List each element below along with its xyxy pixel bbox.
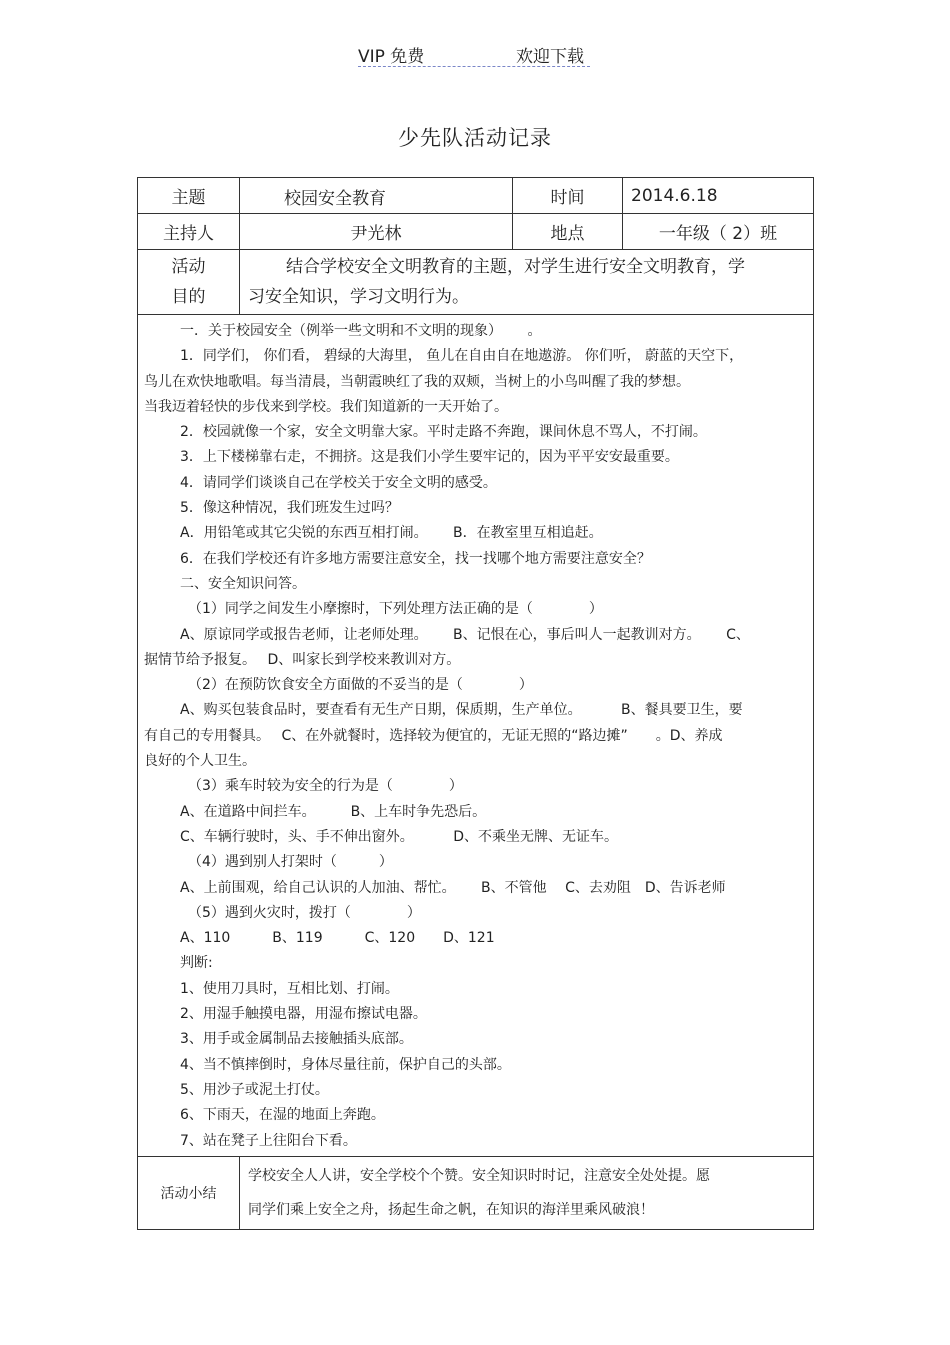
content-line: A、上前围观，给自己认识的人加油、帮忙。 B、不管他 C、去劝阻 D、告诉老师 [180, 879, 726, 896]
content-line: 5、用沙子或泥土打仗。 [180, 1081, 329, 1098]
purpose-label [138, 250, 240, 315]
header-right-text: 欢迎下载 [516, 47, 584, 67]
content-line: 3．上下楼梯靠右走，不拥挤。这是我们小学生要牢记的，因为平平安安最重要。 [180, 449, 679, 466]
content-line: 4．请同学们谈谈自己在学校关于安全文明的感受。 [180, 474, 497, 491]
header-left-text: VIP 免费 [358, 47, 425, 67]
page-header [358, 42, 590, 67]
content-line: 2．校园就像一个家，安全文明靠大家。平时走路不奔跑，课间休息不骂人，不打闹。 [180, 424, 707, 441]
activity-record-table [137, 177, 814, 1230]
content-line: （1）同学之间发生小摩擦时，下列处理方法正确的是（ ） [188, 601, 603, 618]
content-line: 有自己的专用餐具。 C、在外就餐时，选择较为便宜的，无证无照的“路边摊” 。D、养成 [144, 727, 723, 744]
purpose-value [240, 250, 814, 315]
content-line: （2）在预防饮食安全方面做的不妥当的是（ ） [188, 677, 533, 694]
content-line: 4、当不慎摔倒时，身体尽量往前，保护自己的头部。 [180, 1056, 511, 1073]
content-line: 鸟儿在欢快地歌唱。每当清晨，当朝霞映红了我的双颊，当树上的小鸟叫醒了我的梦想。 [144, 373, 690, 390]
purpose-label-line-2: 目的 [171, 287, 206, 307]
content-line: 6．在我们学校还有许多地方需要注意安全，找一找哪个地方需要注意安全？ [180, 550, 651, 567]
content-line: 1．同学们， 你们看， 碧绿的大海里， 鱼儿在自由自在地遨游。 你们听， 蔚蓝的天空下， [180, 348, 744, 365]
content-line: 3、用手或金属制品去接触插头底部。 [180, 1031, 413, 1048]
place-label: 地点 [513, 214, 623, 250]
content-line: （4）遇到别人打架时（ ） [188, 854, 393, 871]
content-line: 2、用湿手触摸电器，用湿布擦试电器。 [180, 1006, 427, 1023]
host-label: 主持人 [138, 214, 240, 250]
host-row [138, 214, 814, 250]
content-line: A．用铅笔或其它尖锐的东西互相打闹。 B．在教室里互相追赶。 [180, 525, 603, 542]
content-line: C、车辆行驶时，头、手不伸出窗外。 D、不乘坐无牌、无证车。 [180, 828, 619, 845]
content-line: （5）遇到火灾时，拨打（ ） [188, 904, 421, 921]
content-line: 7、站在凳子上往阳台下看。 [180, 1132, 357, 1149]
summary-line-2: 同学们乘上安全之舟，扬起生命之帆，在知识的海洋里乘风破浪！ [248, 1201, 654, 1218]
purpose-line-2: 习安全知识，学习文明行为。 [248, 287, 469, 307]
topic-value: 校园安全教育 [240, 178, 513, 214]
purpose-label-line-1: 活动 [171, 257, 206, 277]
page-title: 少先队活动记录 [398, 126, 552, 150]
topic-label: 主题 [138, 178, 240, 214]
content-line: 判断: [180, 955, 213, 972]
summary-line-1: 学校安全人人讲，安全学校个个赞。安全知识时时记，注意安全处处提。愿 [248, 1167, 710, 1184]
place-value: 一年级（ 2）班 [623, 214, 814, 250]
host-value: 尹光林 [240, 214, 513, 250]
time-label: 时间 [513, 178, 623, 214]
content-line: 一．关于校园安全（例举一些文明和不文明的现象） 。 [180, 323, 542, 339]
content-line: 二、安全知识问答。 [180, 575, 306, 592]
content-line: 据情节给予报复。 D、叫家长到学校来教训对方。 [144, 651, 461, 668]
content-line: 6、下雨天，在湿的地面上奔跑。 [180, 1107, 385, 1124]
content-line: 5．像这种情况，我们班发生过吗？ [180, 500, 399, 517]
summary-value [240, 1156, 814, 1229]
content-line: 1、使用刀具时，互相比划、打闹。 [180, 980, 399, 997]
content-line: A、110 B、119 C、120 D、121 [180, 930, 495, 947]
activity-content [138, 315, 814, 1157]
content-line: A、购买包装食品时，要查看有无生产日期，保质期，生产单位。 B、餐具要卫生，要 [180, 702, 743, 719]
content-line: （3）乘车时较为安全的行为是（ ） [188, 778, 463, 795]
summary-label: 活动小结 [138, 1156, 240, 1229]
purpose-row [138, 250, 814, 315]
content-line: 良好的个人卫生。 [144, 753, 256, 770]
purpose-line-1: 结合学校安全文明教育的主题，对学生进行安全文明教育，学 [286, 257, 745, 277]
content-line: 当我迈着轻快的步伐来到学校。我们知道新的一天开始了。 [144, 398, 508, 415]
topic-row [138, 178, 814, 214]
content-line: A、原谅同学或报告老师，让老师处理。 B、记恨在心，事后叫人一起教训对方。 C、 [180, 626, 750, 643]
content-line: A、在道路中间拦车。 B、上车时争先恐后。 [180, 803, 487, 820]
summary-row [138, 1156, 814, 1229]
time-value: 2014.6.18 [623, 178, 814, 214]
content-row [138, 315, 814, 1157]
